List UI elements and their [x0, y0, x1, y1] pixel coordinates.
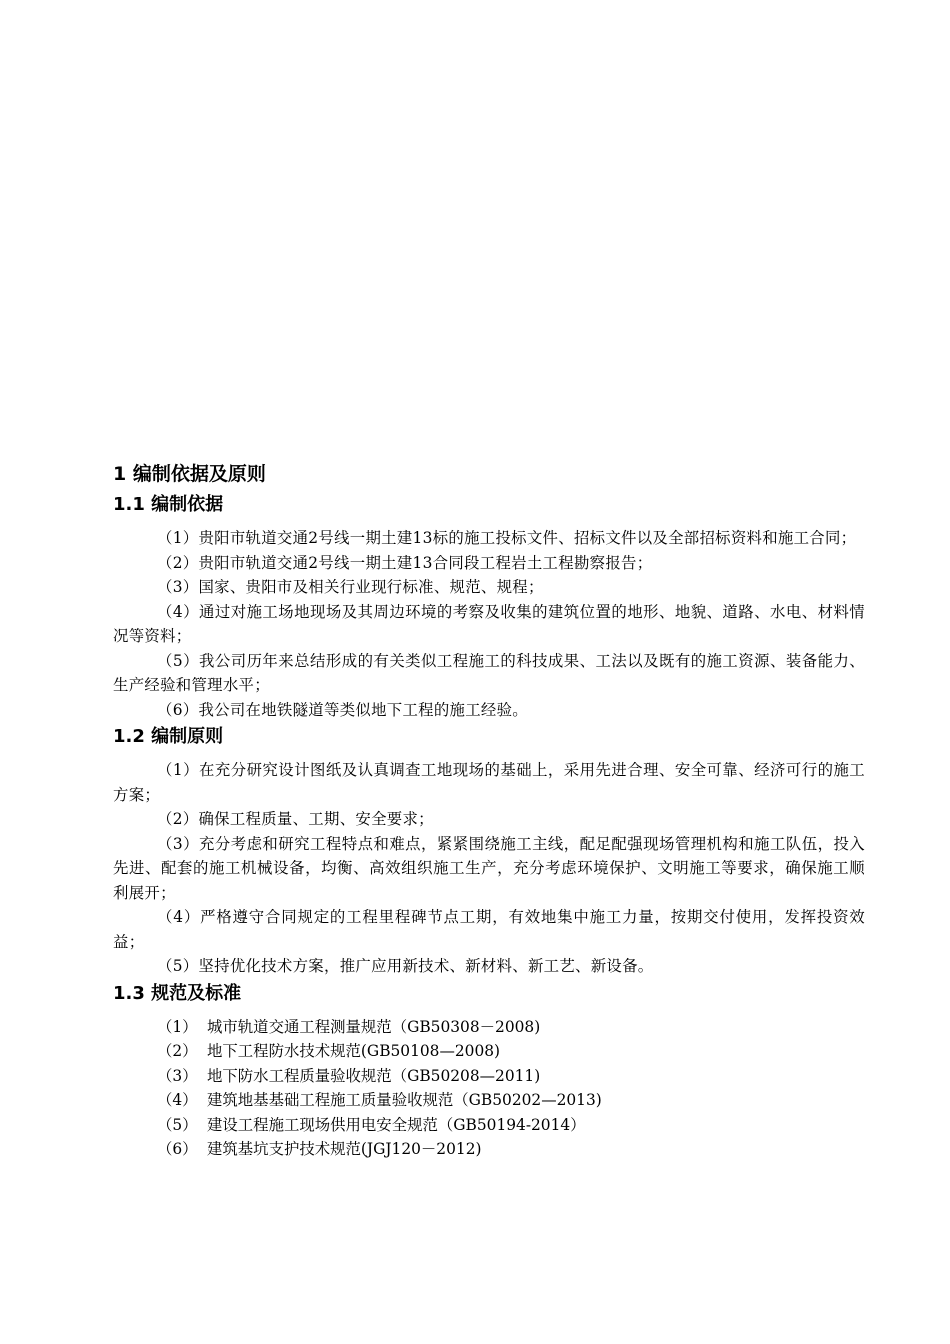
- standard-item: [113, 1039, 865, 1064]
- standard-item: [113, 1064, 865, 1089]
- standard-text: 建筑地基基础工程施工质量验收规范（GB50202—2013): [207, 1091, 602, 1109]
- principles-item: （2）确保工程质量、工期、安全要求；: [157, 810, 434, 828]
- section-title-basis: 1.1 编制依据: [113, 494, 224, 515]
- standard-number: （1）: [157, 1017, 198, 1036]
- section-title-standards: 1.3 规范及标准: [113, 982, 242, 1004]
- standard-text: 地下工程防水技术规范(GB50108—2008): [207, 1042, 501, 1060]
- chapter-title: 1 编制依据及原则: [113, 463, 266, 485]
- standard-number: （6）: [157, 1140, 198, 1158]
- basis-list: [113, 526, 865, 722]
- standard-text: 建筑基坑支护技术规范(JGJ120－2012): [207, 1140, 482, 1158]
- document-content: [113, 458, 865, 1162]
- section-title-principles: 1.2 编制原则: [113, 726, 224, 747]
- standard-item: [113, 1015, 865, 1040]
- standard-text: 建设工程施工现场供用电安全规范（GB50194-2014）: [207, 1115, 586, 1134]
- standard-number: （5）: [157, 1115, 198, 1134]
- standard-number: （3）: [157, 1066, 198, 1085]
- basis-item: （3）国家、贵阳市及相关行业现行标准、规范、规程；: [157, 578, 544, 596]
- principles-item: （4）严格遵守合同规定的工程里程碑节点工期，有效地集中施工力量，按期交付使用，发挥投资效益；: [113, 908, 865, 951]
- standard-item: [113, 1113, 865, 1138]
- basis-item: （5）我公司历年来总结形成的有关类似工程施工的科技成果、工法以及既有的施工资源、装备能力、生产经验和管理水平；: [113, 651, 865, 694]
- standard-item: [113, 1088, 865, 1113]
- standards-list: [113, 1015, 865, 1162]
- basis-item: （2）贵阳市轨道交通2号线一期土建13合同段工程岩土工程勘察报告；: [157, 553, 653, 572]
- standard-number: （4）: [157, 1091, 198, 1109]
- standard-number: （2）: [157, 1042, 198, 1060]
- standard-text: 城市轨道交通工程测量规范（GB50308－2008): [207, 1017, 541, 1036]
- basis-item: （6）我公司在地铁隧道等类似地下工程的施工经验。: [157, 700, 528, 719]
- standard-item: [113, 1137, 865, 1162]
- basis-item: （4）通过对施工场地现场及其周边环境的考察及收集的建筑位置的地形、地貌、道路、水电、材料情况等资料；: [113, 602, 865, 645]
- principles-item: （1）在充分研究设计图纸及认真调查工地现场的基础上，采用先进合理、安全可靠、经济可行的施工方案；: [113, 761, 865, 804]
- principles-item: （3）充分考虑和研究工程特点和难点，紧紧围绕施工主线，配足配强现场管理机构和施工队伍，投入先进、配套的施工机械设备，均衡、高效组织施工生产，充分考虑环境保护、文明施工等要求，确保施工顺利展开；: [113, 834, 865, 902]
- standard-text: 地下防水工程质量验收规范（GB50208—2011): [207, 1066, 541, 1085]
- principles-list: [113, 758, 865, 979]
- basis-item: （1）贵阳市轨道交通2号线一期土建13标的施工投标文件、招标文件以及全部招标资料和施工合同；: [157, 529, 857, 547]
- principles-item: （5）坚持优化技术方案，推广应用新技术、新材料、新工艺、新设备。: [157, 957, 654, 975]
